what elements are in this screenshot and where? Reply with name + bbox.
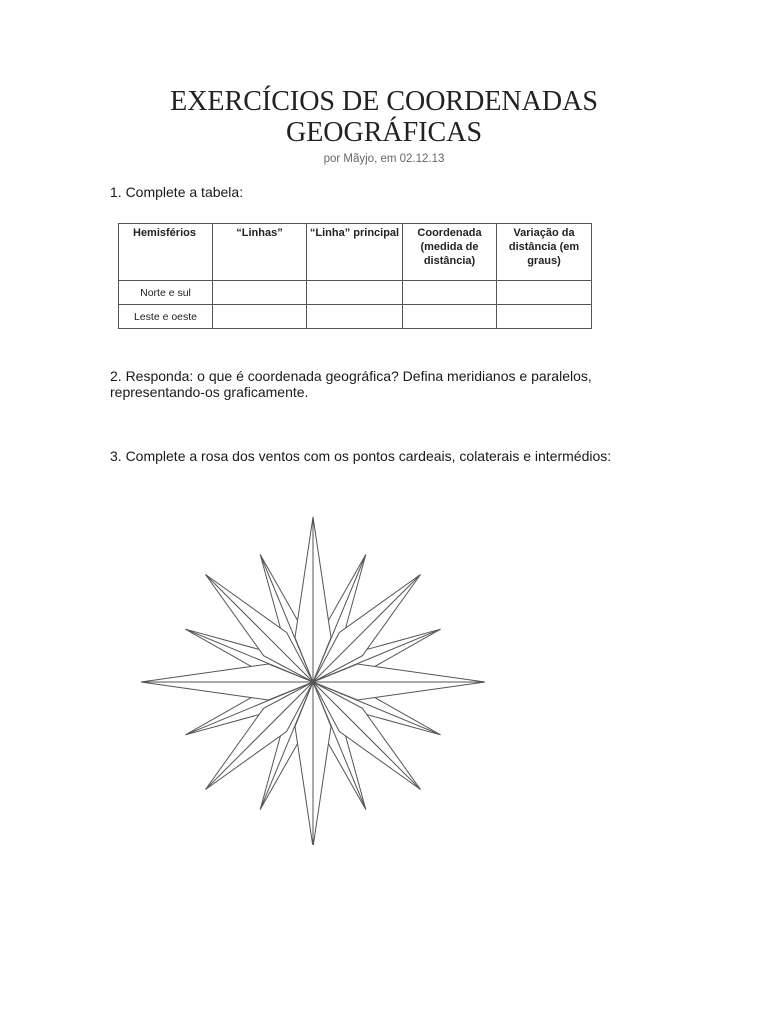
question-1: 1. Complete a tabela:	[110, 184, 244, 200]
coordinates-table	[118, 223, 592, 329]
question-3: 3. Complete a rosa dos ventos com os pontos cardeais, colaterais e intermédios:	[110, 448, 612, 464]
table-header: “Linha” principal	[307, 224, 403, 281]
table-header: Coordenada (medida de distância)	[403, 224, 497, 281]
title-line-2: GEOGRÁFICAS	[285, 117, 483, 148]
table-header: “Linhas”	[213, 224, 307, 281]
byline: por Mãyjo, em 02.12.13	[323, 153, 445, 165]
table-cell: Norte e sul	[119, 281, 213, 305]
table-header: Hemisférios	[119, 224, 213, 281]
table-row	[119, 281, 592, 305]
table-cell	[307, 281, 403, 305]
question-2: 2. Responda: o que é coordenada geográfica? Defina meridianos e paralelos, representando-os graficamente.	[110, 368, 592, 400]
table-cell	[307, 305, 403, 329]
compass-rose-icon	[140, 515, 490, 845]
table-header-row	[119, 224, 592, 281]
table-row	[119, 305, 592, 329]
table-cell: Leste e oeste	[119, 305, 213, 329]
table-cell	[497, 305, 592, 329]
title-line-1: EXERCÍCIOS DE COORDENADAS	[170, 86, 598, 117]
table-header: Variação da distância (em graus)	[497, 224, 592, 281]
table-cell	[497, 281, 592, 305]
table-cell	[213, 305, 307, 329]
table-cell	[213, 281, 307, 305]
table-cell	[403, 281, 497, 305]
table-cell	[403, 305, 497, 329]
page-title	[0, 86, 768, 148]
